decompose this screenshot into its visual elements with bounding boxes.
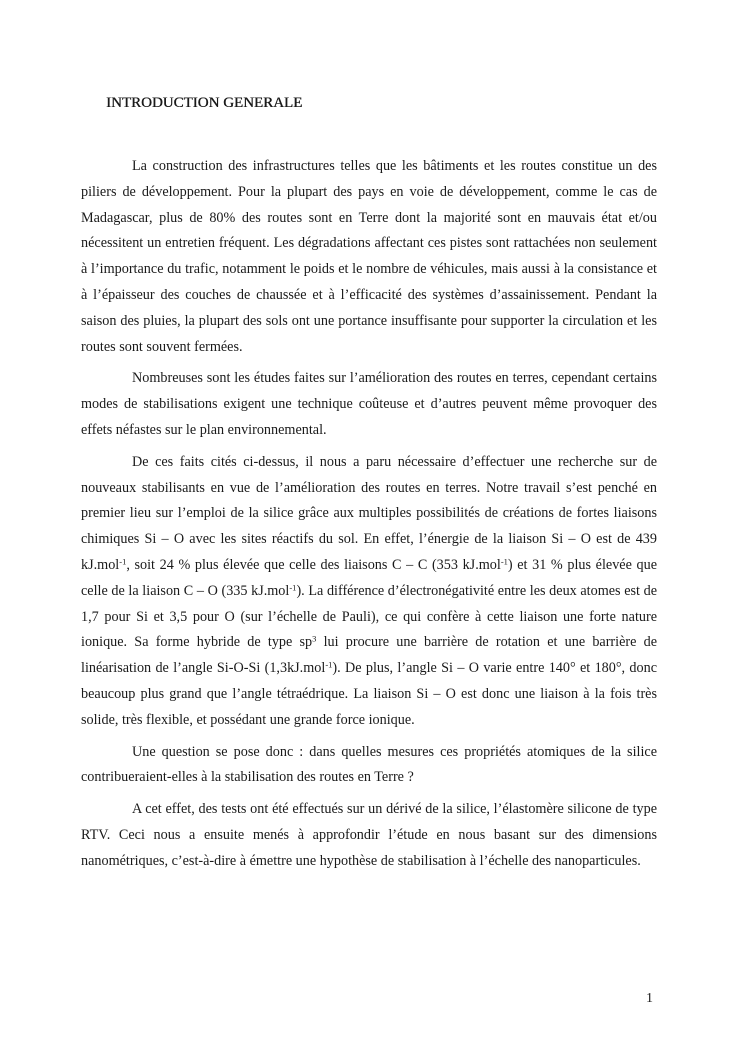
section-heading: INTRODUCTION GENERALE <box>106 95 303 111</box>
paragraph-silica-bond <box>81 450 657 734</box>
text-segment: ) et 31 % plus élevée que celle de la liaison C – O (335 kJ.mol <box>81 556 657 599</box>
paragraph-infrastructure: La construction des infrastructures telles que les bâtiments et les routes constitue un des piliers de développement. Pour la plupart des pays en voie de développement, comme le cas de Madagascar, plus de 80% des routes sont en Terre dont la majorité sont en mauvais état et/ou nécessitent un entretien fréquent. Les dégradations affectant ces pistes sont rattachées non seulement à l’importance du trafic, notamment le poids et le nombre de véhicules, mais aussi à la consistance et à l’épaisseur des couches de chaussée et à l’efficacité des systèmes d’assainissement. Pendant la saison des pluies, la plupart des sols ont une portance insuffisante pour supporter la circulation et les routes sont souvent fermées. <box>81 158 657 355</box>
superscript: -1 <box>119 556 127 567</box>
superscript: -1 <box>289 582 297 593</box>
body-text <box>81 154 657 881</box>
superscript: 3 <box>312 633 317 644</box>
text-segment: , soit 24 % plus élevée que celle des liaisons C – C (353 kJ.mol <box>126 556 501 573</box>
paragraph-research-question: Une question se pose donc : dans quelles mesures ces propriétés atomiques de la silice contribueraient-elles à la stabilisation des routes en Terre ? <box>81 743 657 786</box>
text-segment: ). De plus, l’angle Si – O varie entre 140° et 180°, donc beaucoup plus grand que l’angle tétraédrique. La liaison Si – O est donc une liaison à la fois très solide, très flexible, et possédant une grande force ionique. <box>81 660 657 728</box>
superscript: -1 <box>500 556 508 567</box>
superscript: -1 <box>325 659 333 670</box>
text-segment: lui procure une barrière de rotation et une barrière de linéarisation de l’angle Si-O-Si (1,3kJ.mol <box>81 634 658 677</box>
text-segment: De ces faits cités ci-dessus, il nous a paru nécessaire d’effectuer une recherche sur de nouveaux stabilisants en vue de l’amélioration des routes en terres. Notre travail s’est penché en premier lieu sur l’emploi de la silice grâce aux multiples possibilités de créations de fortes liaisons chimiques Si – O avec les sites réactifs du sol. En effet, l’énergie de la liaison Si – O est de 439 kJ.mol <box>81 453 657 573</box>
paragraph-stabilisation-studies: Nombreuses sont les études faites sur l’amélioration des routes en terres, cependant certains modes de stabilisations exigent une technique coûteuse et d’autres peuvent même provoquer des effets néfastes sur le plan environnemental. <box>81 370 657 438</box>
paragraph-rtv-silicone: A cet effet, des tests ont été effectués sur un dérivé de la silice, l’élastomère silicone de type RTV. Ceci nous a ensuite menés à approfondir l’étude en nous basant sur des dimensions nanométriques, c’est-à-dire à émettre une hypothèse de stabilisation à l’échelle des nanoparticules. <box>81 801 657 869</box>
text-segment: ). La différence d’électronégativité entre les deux atomes est de 1,7 pour Si et 3,5 pour O (sur l’échelle de Pauli), ce qui confère à cette liaison une forte nature ionique. Sa forme hybride de type sp <box>81 582 657 651</box>
page-number: 1 <box>646 991 653 1006</box>
